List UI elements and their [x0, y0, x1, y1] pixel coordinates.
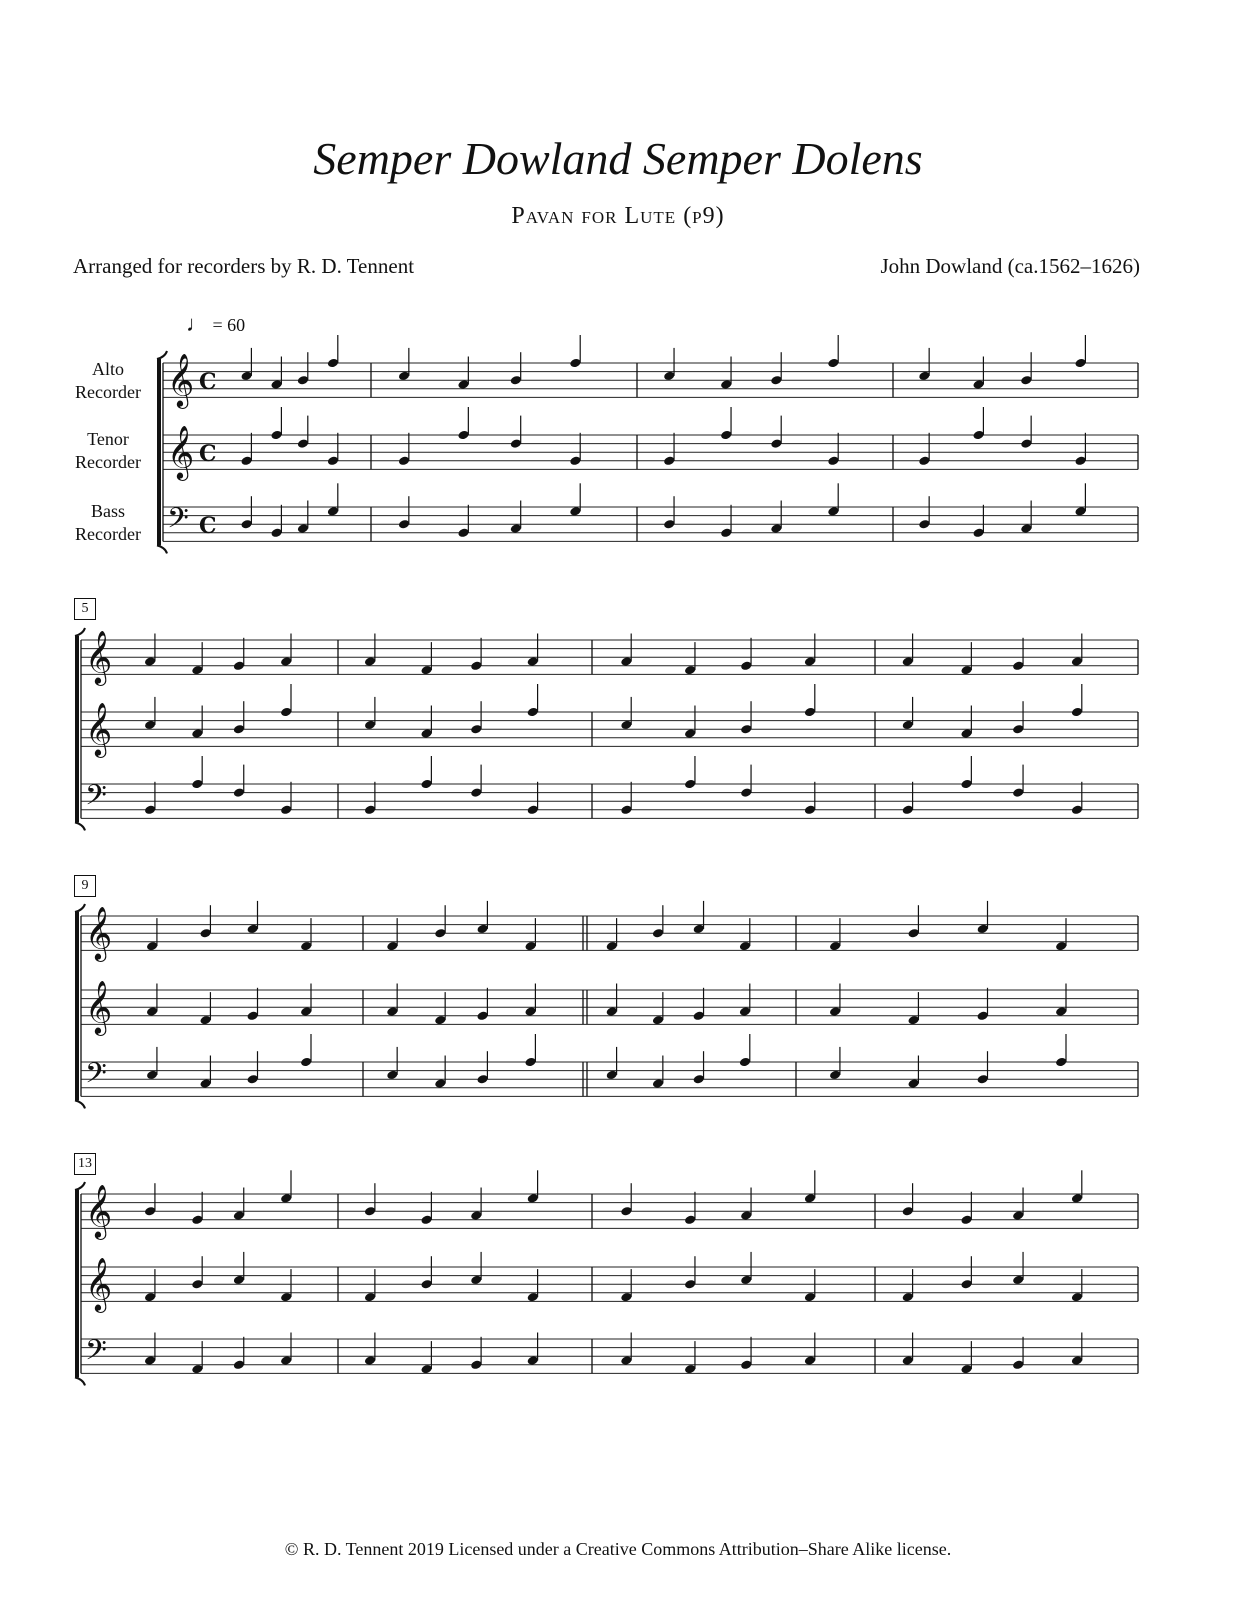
measure-number-box: 13 [74, 1153, 96, 1175]
bracket-hook [157, 351, 167, 359]
treble-clef-icon: 𝄞 [85, 629, 113, 684]
piece-subtitle: Pavan for Lute (p9) [511, 203, 725, 229]
treble-clef-icon: 𝄞 [85, 1256, 113, 1311]
measure-number-box: 9 [74, 875, 96, 897]
instrument-name: Bass [90, 501, 125, 521]
time-signature: C [199, 512, 217, 539]
instrument-name: Tenor [87, 429, 129, 449]
bass-clef-icon: 𝄢 [167, 501, 189, 542]
time-signature: C [199, 440, 217, 467]
piece-title: Semper Dowland Semper Dolens [313, 133, 923, 184]
arranger-credit: Arranged for recorders by R. D. Tennent [73, 254, 415, 278]
bracket-hook [157, 545, 167, 553]
instrument-type: Recorder [75, 452, 141, 472]
time-signature: C [199, 368, 217, 395]
treble-clef-icon: 𝄞 [167, 424, 195, 479]
measure-number-box: 5 [74, 598, 96, 620]
bracket-hook [75, 1182, 85, 1190]
bracket-hook [75, 1100, 85, 1108]
bracket-hook [75, 904, 85, 912]
instrument-type: Recorder [75, 382, 141, 402]
bracket-hook [75, 1377, 85, 1385]
bracket-hook [75, 822, 85, 830]
copyright-footer: © R. D. Tennent 2019 Licensed under a Creative Commons Attribution–Share Alike license. [284, 1539, 952, 1559]
treble-clef-icon: 𝄞 [85, 979, 113, 1034]
treble-clef-icon: 𝄞 [85, 905, 113, 960]
tempo-value: = 60 [212, 315, 246, 335]
treble-clef-icon: 𝄞 [167, 352, 195, 407]
instrument-type: Recorder [75, 524, 141, 544]
composer-credit: John Dowland (ca.1562–1626) [880, 254, 1140, 278]
treble-clef-icon: 𝄞 [85, 701, 113, 756]
bass-clef-icon: 𝄢 [85, 1333, 107, 1374]
bracket-hook [75, 628, 85, 636]
bass-clef-icon: 𝄢 [85, 1056, 107, 1097]
treble-clef-icon: 𝄞 [85, 1183, 113, 1238]
quarter-note-icon: ♩ [186, 311, 208, 336]
instrument-name: Alto [91, 359, 124, 379]
bass-clef-icon: 𝄢 [85, 778, 107, 819]
